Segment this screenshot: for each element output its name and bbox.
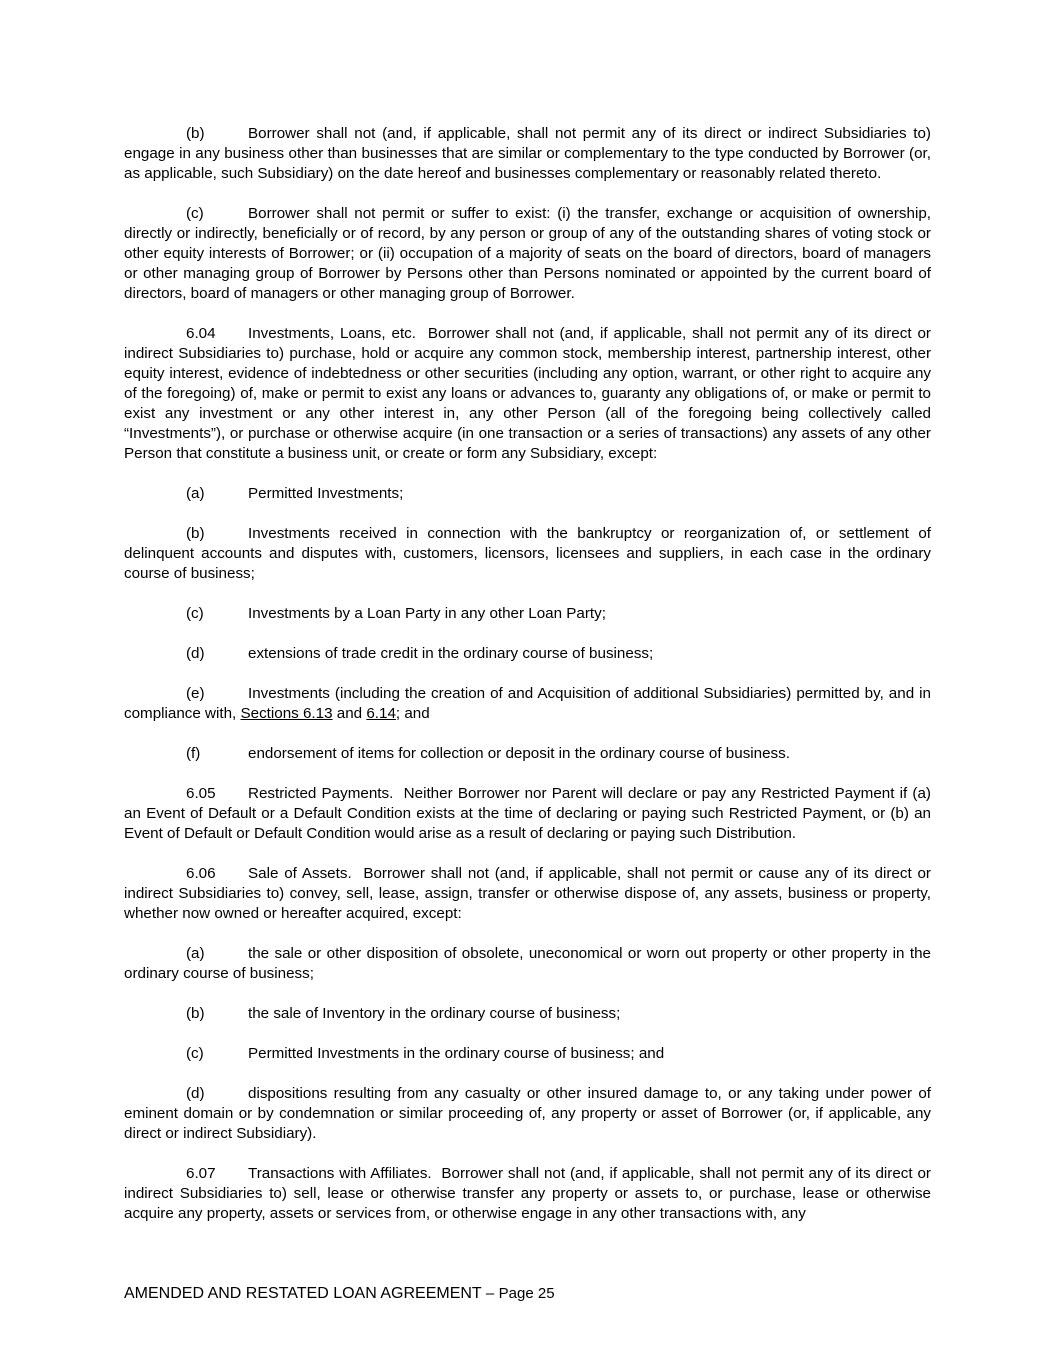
paragraph-6-04-c (124, 604, 931, 624)
paragraph-6-04-b (124, 524, 931, 584)
paragraph-6-03-c (124, 204, 931, 304)
footer-dash: – (485, 1285, 495, 1302)
paragraph-text: the sale of Inventory in the ordinary course of business; (248, 1005, 621, 1022)
section-text: Neither Borrower nor Parent will declare or pay any Restricted Payment if (a) an Event of Default or a Default Condition exists at the time of declaring or paying such Restricted Payment, or (b) an Event of Default or Default Condition would arise as a result of declaring or paying such Distribution. (124, 785, 931, 842)
paragraph-label: (c) (186, 1045, 204, 1062)
paragraph-text-tail: ; and (395, 705, 430, 722)
paragraph-text: Investments by a Loan Party in any other Loan Party; (248, 605, 606, 622)
paragraph-label: (a) (186, 485, 205, 502)
section-number: 6.06 (186, 865, 216, 882)
paragraph-label: (c) (186, 205, 204, 222)
section-6-05 (124, 784, 931, 844)
section-6-04 (124, 324, 931, 464)
paragraph-text: Permitted Investments; (248, 485, 404, 502)
section-heading: Restricted Payments. (248, 785, 394, 802)
paragraph-label: (f) (186, 745, 201, 762)
paragraph-6-04-a (124, 484, 931, 504)
document-body (124, 124, 931, 1224)
section-text: Borrower shall not (and, if applicable, shall not permit any of its direct or indirect Subsidiaries to) sell, lease or otherwise transfer any property or assets to, or purchase, lease or otherwise acquire any property, assets or services from, or otherwise engage in any other transactions with, any (124, 1165, 931, 1222)
section-text: Borrower shall not (and, if applicable, shall not permit any of its direct or indirect Subsidiaries to) purchase, hold or acquire any common stock, membership interest, partnership interest, other equity interest, evidence of indebtedness or other securities (including any option, warrant, or other right to acquire any of the foregoing) of, make or permit to exist any loans or advances to, guaranty any obligations of, or make or permit to exist any investment or any other interest in, any other Person (all of the foregoing being collectively called “Investments”), or purchase or otherwise acquire (in one transaction or a series of transactions) any assets of any other Person that constitute a business unit, or create or form any Subsidiary, except: (124, 325, 931, 462)
paragraph-text: extensions of trade credit in the ordinary course of business; (248, 645, 654, 662)
page-footer (124, 1284, 555, 1304)
section-6-07 (124, 1164, 931, 1224)
paragraph-label: (c) (186, 605, 204, 622)
section-reference-6-13: Sections 6.13 (240, 705, 333, 722)
paragraph-6-06-c (124, 1044, 931, 1064)
section-reference-6-14: 6.14 (366, 705, 396, 722)
paragraph-label: (d) (186, 1085, 205, 1102)
section-text: Borrower shall not (and, if applicable, shall not permit or cause any of its direct or indirect Subsidiaries to) convey, sell, lease, assign, transfer or otherwise dispose of, any assets, business or property, whether now owned or hereafter acquired, except: (124, 865, 931, 922)
paragraph-label: (e) (186, 685, 205, 702)
paragraph-6-04-f (124, 744, 931, 764)
section-heading: Investments, Loans, etc. (248, 325, 416, 342)
paragraph-label: (b) (186, 525, 205, 542)
paragraph-text: Borrower shall not (and, if applicable, shall not permit any of its direct or indirect Subsidiaries to) engage in any business other than businesses that are similar or complementary to the type conducted by Borrower (or, as applicable, such Subsidiary) on the date hereof and businesses complementary or reasonably related thereto. (124, 125, 931, 182)
paragraph-6-04-e (124, 684, 931, 724)
footer-page-number: Page 25 (498, 1285, 555, 1302)
footer-document-title: AMENDED AND RESTATED LOAN AGREEMENT (124, 1285, 482, 1302)
paragraph-text: dispositions resulting from any casualty or other insured damage to, or any taking under power of eminent domain or by condemnation or similar proceeding of, any property or asset of Borrower (or, if applicable, any direct or indirect Subsidiary). (124, 1085, 931, 1142)
paragraph-label: (d) (186, 645, 205, 662)
paragraph-text: Borrower shall not permit or suffer to exist: (i) the transfer, exchange or acquisition of ownership, directly or indirectly, beneficially or of record, by any person or group of any of the outstanding shares of voting stock or other equity interests of Borrower; or (ii) occupation of a majority of seats on the board of directors, board of managers or other managing group of Borrower by Persons other than Persons nominated or appointed by the current board of directors, board of managers or other managing group of Borrower. (124, 205, 931, 302)
paragraph-label: (b) (186, 1005, 205, 1022)
paragraph-label: (a) (186, 945, 205, 962)
paragraph-text: the sale or other disposition of obsolete, uneconomical or worn out property or other property in the ordinary course of business; (124, 945, 931, 982)
paragraph-6-06-d (124, 1084, 931, 1144)
paragraph-6-06-b (124, 1004, 931, 1024)
section-number: 6.04 (186, 325, 216, 342)
paragraph-text: endorsement of items for collection or deposit in the ordinary course of business. (248, 745, 790, 762)
paragraph-text-joiner: and (336, 705, 363, 722)
paragraph-text: Investments (including the creation of and Acquisition of additional Subsidiaries) permitted by, and in compliance with, (124, 685, 931, 722)
paragraph-6-06-a (124, 944, 931, 984)
paragraph-6-04-d (124, 644, 931, 664)
paragraph-6-03-b (124, 124, 931, 184)
section-heading: Transactions with Affiliates. (248, 1165, 432, 1182)
paragraph-text: Permitted Investments in the ordinary course of business; and (248, 1045, 665, 1062)
section-number: 6.07 (186, 1165, 216, 1182)
paragraph-text: Investments received in connection with the bankruptcy or reorganization of, or settlement of delinquent accounts and disputes with, customers, licensors, licensees and suppliers, in each case in the ordinary course of business; (124, 525, 931, 582)
section-number: 6.05 (186, 785, 216, 802)
paragraph-label: (b) (186, 125, 205, 142)
section-6-06 (124, 864, 931, 924)
section-heading: Sale of Assets. (248, 865, 352, 882)
